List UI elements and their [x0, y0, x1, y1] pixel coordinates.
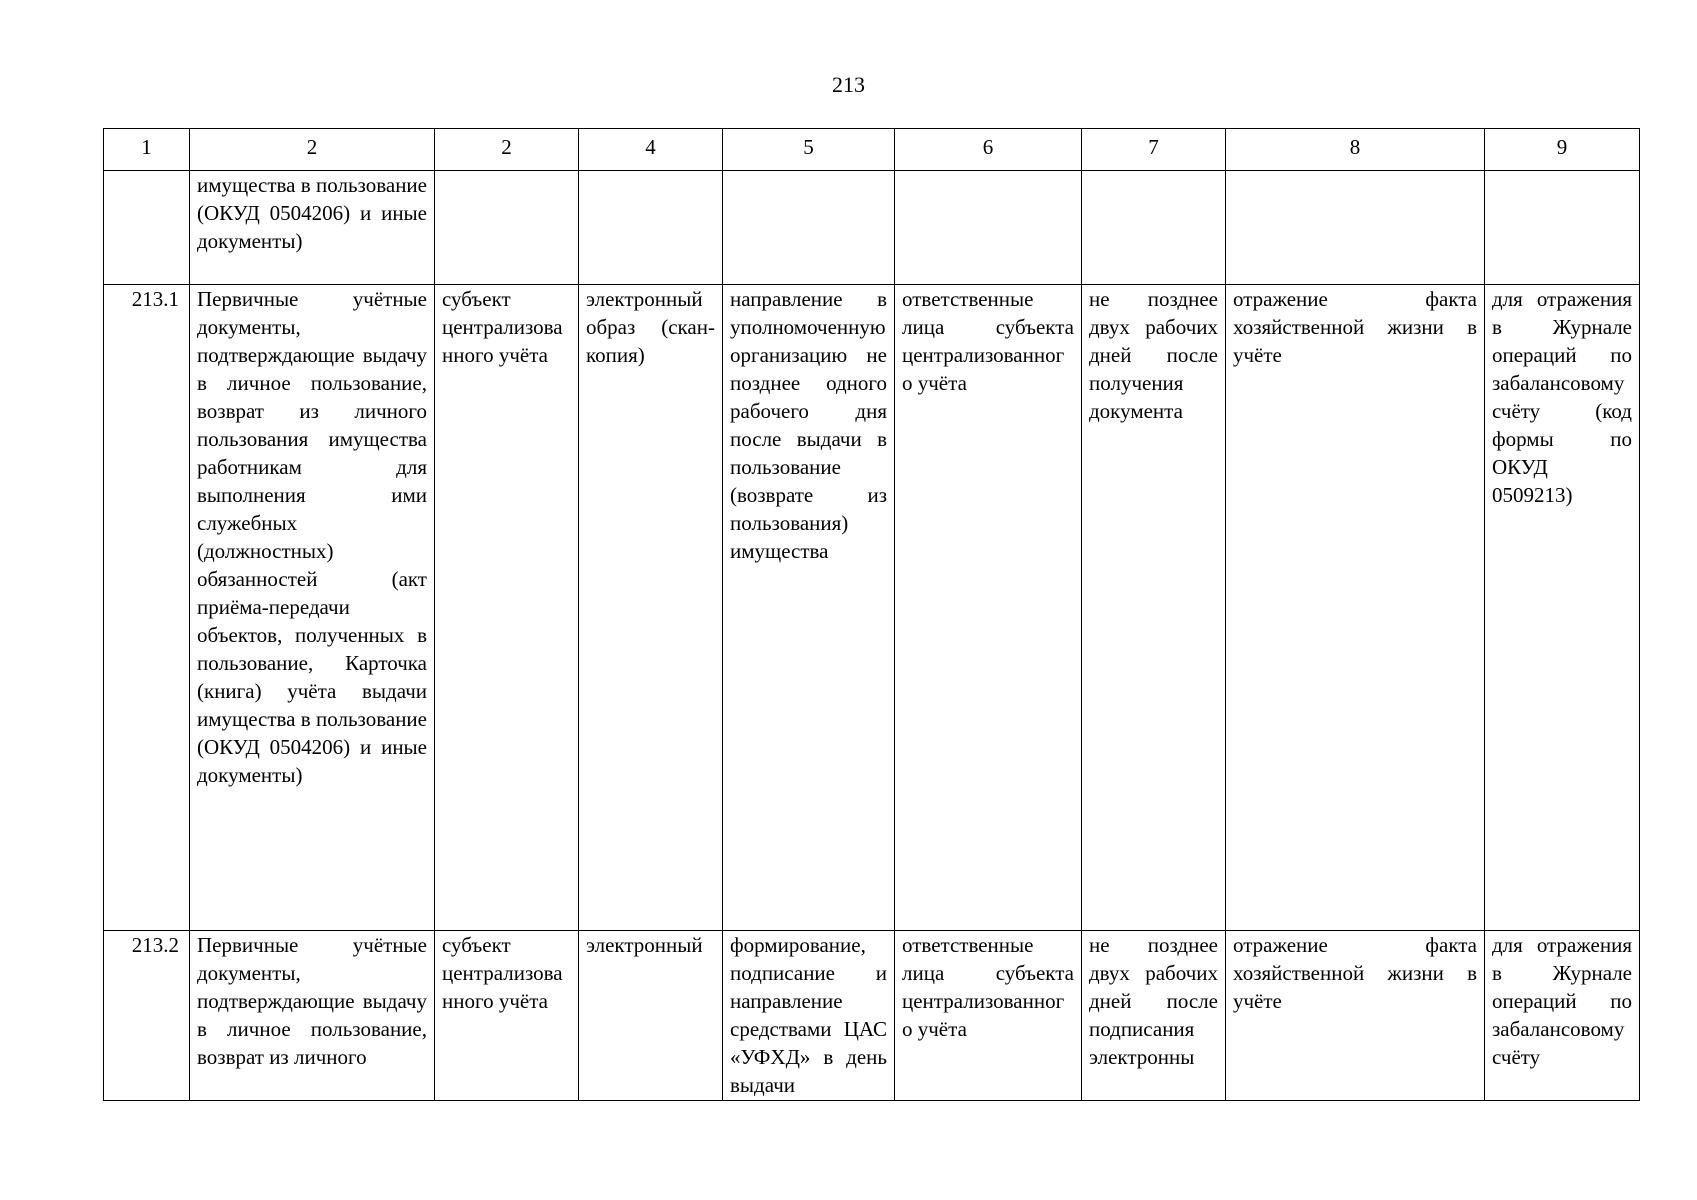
- column-header: 9: [1485, 129, 1640, 171]
- table-cell: не позднее двух рабочих дней после получения документа: [1082, 285, 1226, 931]
- document-table: [103, 128, 1640, 1101]
- table-cell: [579, 171, 723, 285]
- column-header: 6: [895, 129, 1082, 171]
- page-number: 213: [832, 72, 865, 97]
- column-header: 4: [579, 129, 723, 171]
- table-cell: Первичные учётные документы, подтверждающие выдачу в личное пользование, возврат из личного пользования имущества работникам для выполнения ими служебных (должностных) обязанностей (акт приёма-передачи объектов, полученных в пользование, Карточка (книга) учёта выдачи имущества в пользование (ОКУД 0504206) и иные документы): [190, 285, 435, 931]
- table-cell: для отражения в Журнале операций по забалансовому счёту: [1485, 931, 1640, 1101]
- row-number-cell: 213.2: [104, 931, 190, 1101]
- table-cell: [1082, 171, 1226, 285]
- column-header: 8: [1226, 129, 1485, 171]
- table-cell: отражение факта хозяйственной жизни в учёте: [1226, 285, 1485, 931]
- table-row: [104, 171, 1640, 285]
- table-cell: [723, 171, 895, 285]
- table-cell: субъект централизованного учёта: [435, 285, 579, 931]
- table-cell: ответственные лица субъекта централизованного учёта: [895, 285, 1082, 931]
- table-cell: имущества в пользование (ОКУД 0504206) и иные документы): [190, 171, 435, 285]
- table-cell: не позднее двух рабочих дней после подписания электронны: [1082, 931, 1226, 1101]
- table-cell: направление в уполномоченную организацию не позднее одного рабочего дня после выдачи в пользование (возврате из пользования) имущества: [723, 285, 895, 931]
- table-header-row: [104, 129, 1640, 171]
- table-cell: [1226, 171, 1485, 285]
- table-cell: отражение факта хозяйственной жизни в учёте: [1226, 931, 1485, 1101]
- table-cell: субъект централизованного учёта: [435, 931, 579, 1101]
- table-row: [104, 931, 1640, 1101]
- table-row: [104, 285, 1640, 931]
- column-header: 2: [190, 129, 435, 171]
- table-cell: электронный: [579, 931, 723, 1101]
- column-header: 7: [1082, 129, 1226, 171]
- table-cell: формирование, подписание и направление средствами ЦАС «УФХД» в день выдачи: [723, 931, 895, 1101]
- column-header: 5: [723, 129, 895, 171]
- column-header: 1: [104, 129, 190, 171]
- table-cell: [1485, 171, 1640, 285]
- table-cell: [895, 171, 1082, 285]
- table-cell: электронный образ (скан-копия): [579, 285, 723, 931]
- row-number-cell: [104, 171, 190, 285]
- table-cell: ответственные лица субъекта централизованного учёта: [895, 931, 1082, 1101]
- column-header: 2: [435, 129, 579, 171]
- row-number-cell: 213.1: [104, 285, 190, 931]
- table-cell: Первичные учётные документы, подтверждающие выдачу в личное пользование, возврат из личного: [190, 931, 435, 1101]
- table-cell: для отражения в Журнале операций по забалансовому счёту (код формы по ОКУД 0509213): [1485, 285, 1640, 931]
- table-cell: [435, 171, 579, 285]
